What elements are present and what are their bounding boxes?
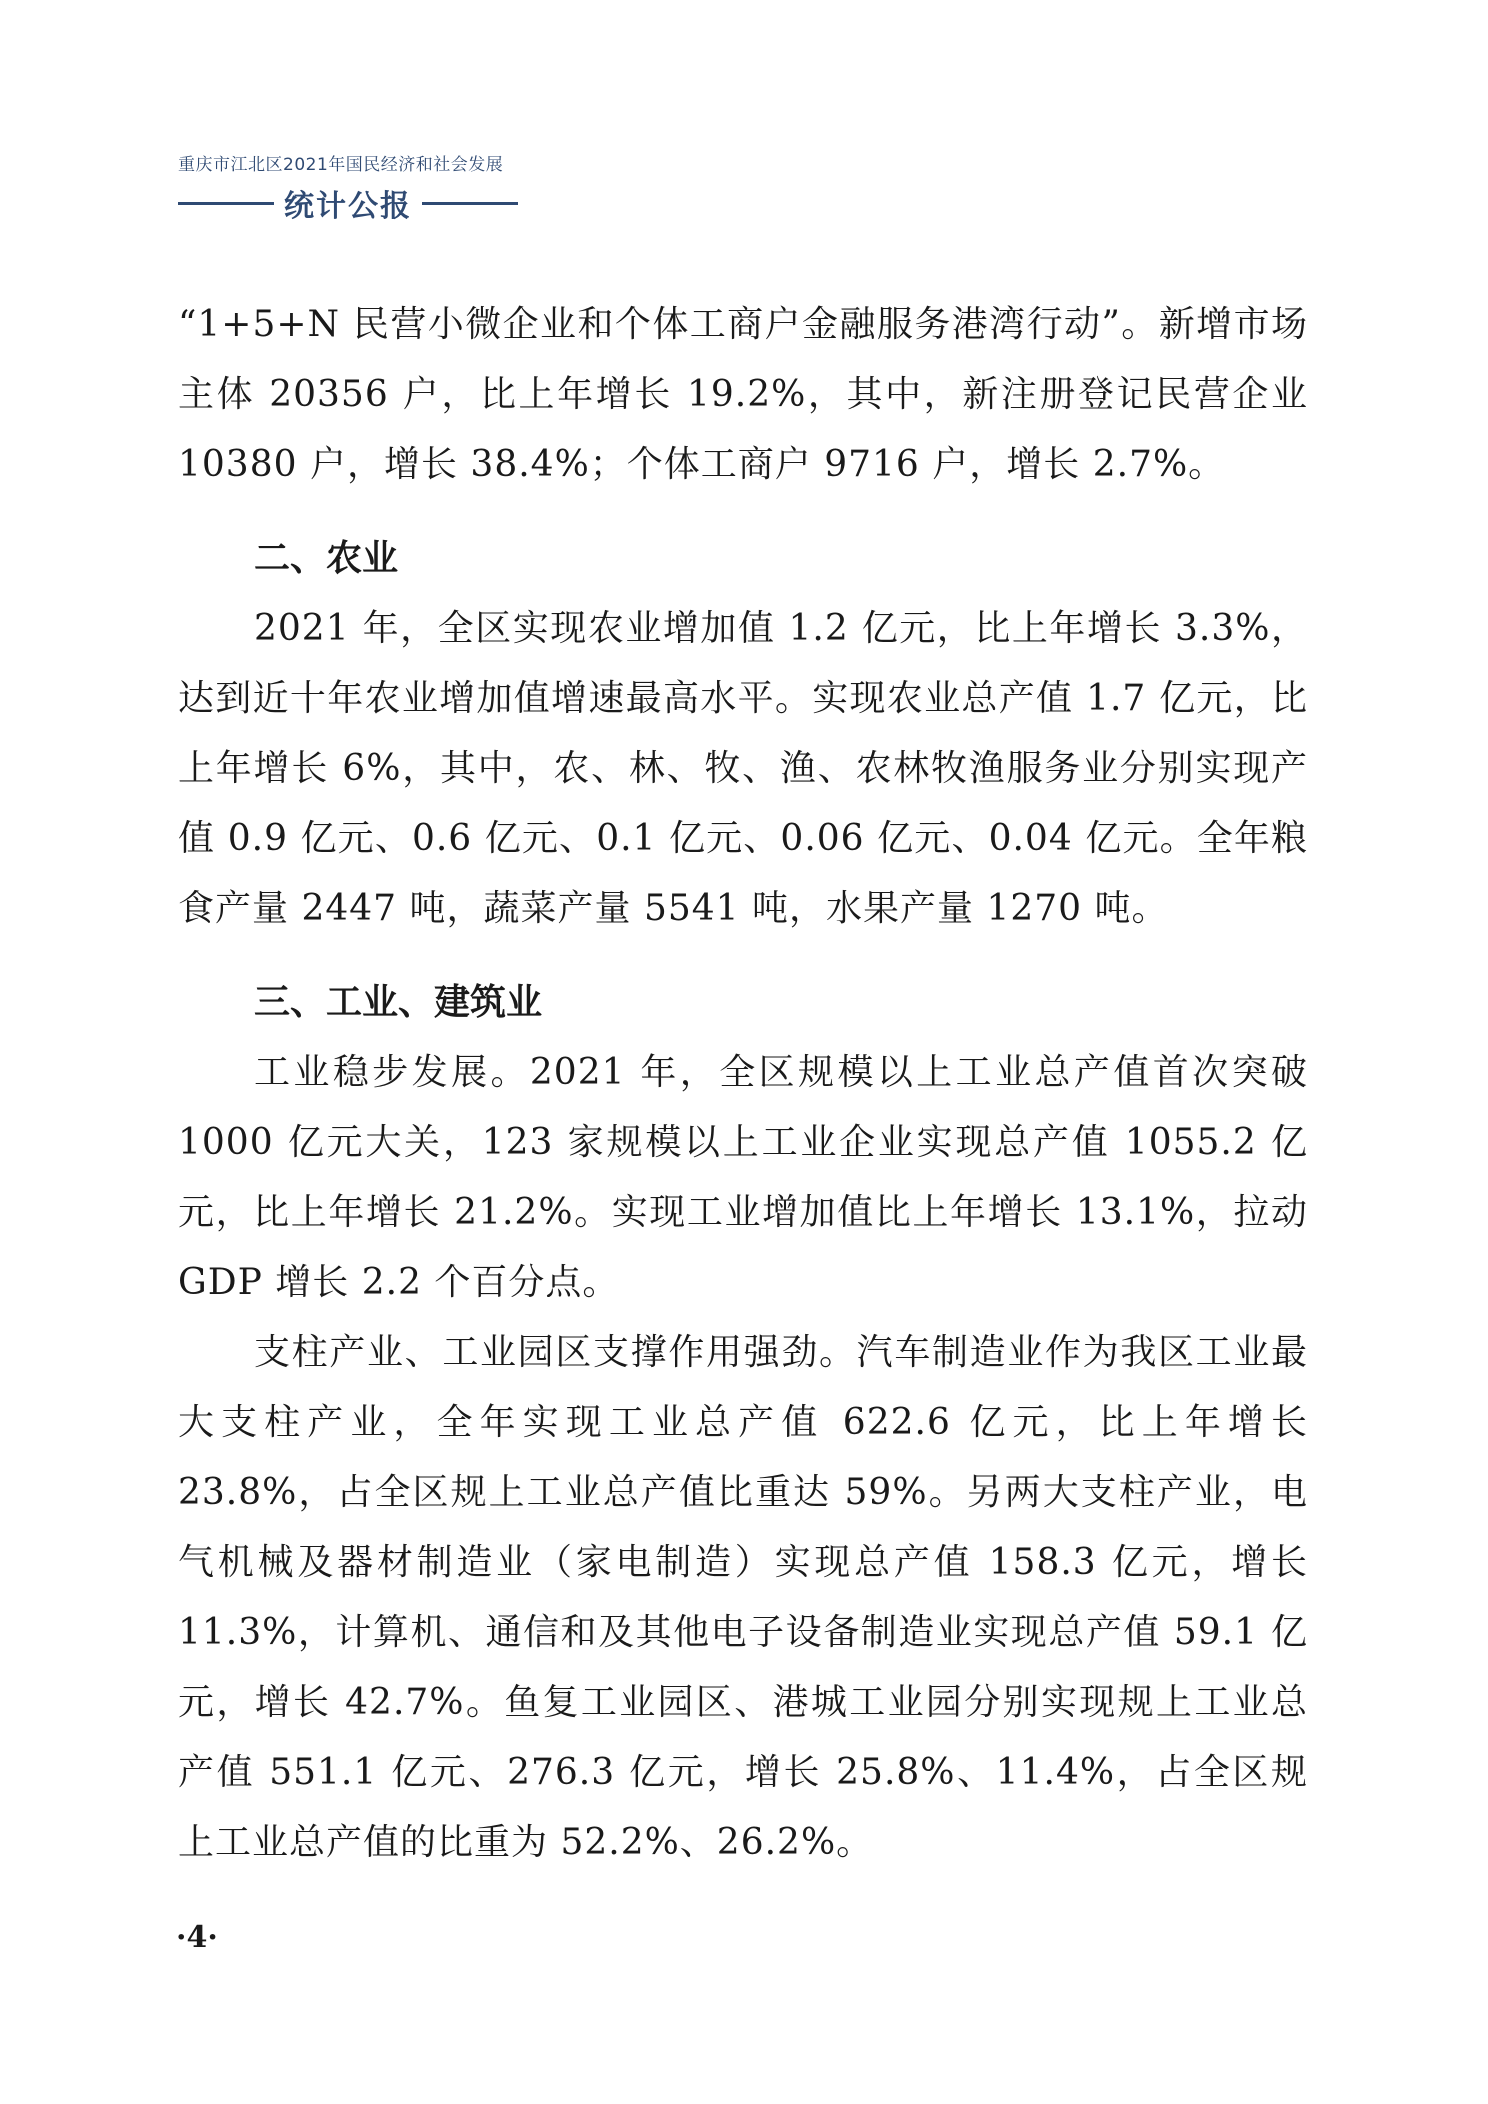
paragraph-agriculture: 2021 年，全区实现农业增加值 1.2 亿元，比上年增长 3.3%，达到近十年农业增加值增速最高水平。实现农业总产值 1.7 亿元，比上年增长 6%，其中，农、林、牧、渔、农林牧渔服务业分别实现产值 0.9 亿元、0.6 亿元、0.1 亿元、0.06 亿元、0.04 亿元。全年粮食产量 2447 吨，蔬菜产量 5541 吨，水果产量 1270 吨。 [178, 608, 1308, 929]
header-title: 统计公报 [284, 189, 412, 224]
header-title-row [178, 181, 518, 225]
section-heading-agriculture: 二、农业 [254, 538, 399, 579]
header-rule-left [178, 202, 274, 205]
section-heading-industry: 三、工业、建筑业 [254, 982, 543, 1023]
report-header [178, 150, 518, 225]
paragraph-industry-growth: 工业稳步发展。2021 年，全区规模以上工业总产值首次突破 1000 亿元大关，123 家规模以上工业企业实现总产值 1055.2 亿元，比上年增长 21.2%。实现工业增加值比上年增长 13.1%，拉动 GDP 增长 2.2 个百分点。 [178, 1052, 1308, 1303]
document-body [178, 290, 1308, 1878]
header-rule-right [422, 202, 518, 205]
paragraph-pillar-industries: 支柱产业、工业园区支撑作用强劲。汽车制造业作为我区工业最大支柱产业，全年实现工业总产值 622.6 亿元，比上年增长 23.8%，占全区规上工业总产值比重达 59%。另两大支柱产业，电气机械及器材制造业（家电制造）实现总产值 158.3 亿元，增长 11.3%，计算机、通信和及其他电子设备制造业实现总产值 59.1 亿元，增长 42.7%。鱼复工业园区、港城工业园分别实现规上工业总产值 551.1 亿元、276.3 亿元，增长 25.8%、11.4%，占全区规上工业总产值的比重为 52.2%、26.2%。 [178, 1332, 1308, 1863]
paragraph-market-entities: “1+5+N 民营小微企业和个体工商户金融服务港湾行动”。新增市场主体 20356 户，比上年增长 19.2%，其中，新注册登记民营企业 10380 户，增长 38.4%；个体工商户 9716 户，增长 2.7%。 [178, 304, 1308, 485]
page-number: ·4· [176, 1920, 218, 1955]
header-subtitle: 重庆市江北区2021年国民经济和社会发展 [178, 155, 504, 175]
